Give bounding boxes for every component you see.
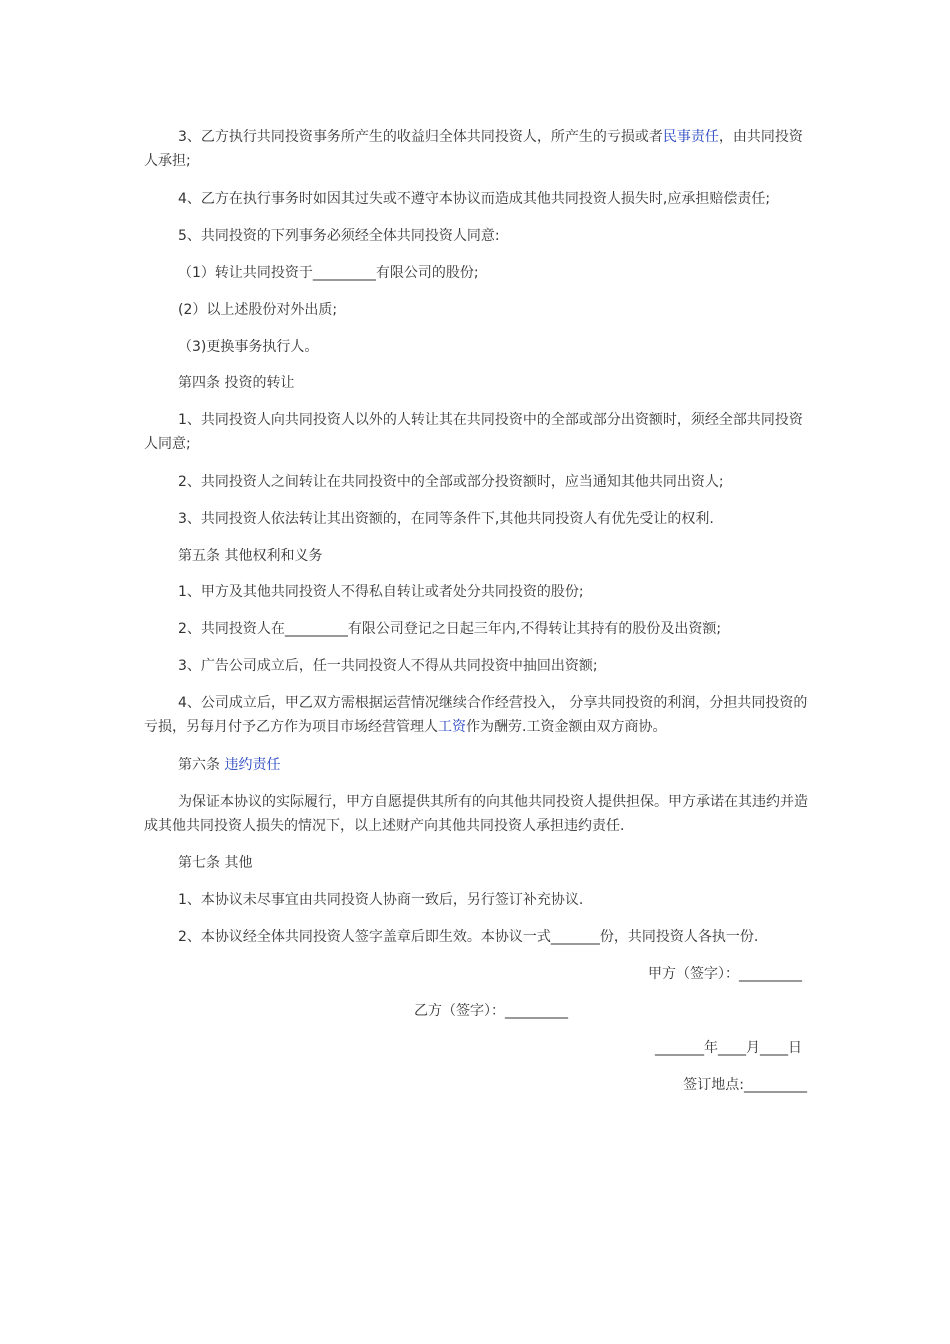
signing-place: 签订地点:_________ <box>683 1077 807 1093</box>
article-7-paragraph-2: 2、本协议经全体共同投资人签字盖章后即生效。本协议一式_______份，共同投资人各执一份. <box>178 929 759 945</box>
date-line: _______年____月____日 <box>655 1040 802 1056</box>
text: 第六条 <box>178 757 225 773</box>
list-item-pledge: (2）以上述股份对外出质; <box>178 302 338 318</box>
party-a-signature: 甲方（签字）：_________ <box>648 966 802 982</box>
article-4-paragraph-2: 2、共同投资人之间转让在共同投资中的全部或部分投资额时，应当通知其他共同出资人; <box>178 474 724 490</box>
article-5-paragraph-2: 2、共同投资人在_________有限公司登记之日起三年内,不得转让其持有的股份及出资额; <box>178 621 722 637</box>
article-4-paragraph-3: 3、共同投资人依法转让其出资额的，在同等条件下,其他共同投资人有优先受让的权利. <box>178 511 714 527</box>
text: 4、公司成立后，甲乙双方需根据运营情况继续合作经营投入， 分享共同投资的利润，分担共同投资的亏损，另每月付予乙方作为项目市场经营管理人 <box>144 695 808 735</box>
article-6-paragraph-1: 为保证本协议的实际履行，甲方自愿提供其所有的向其他共同投资人提供担保。甲方承诺在其违约并造成其他共同投资人损失的情况下，以上述财产向其他共同投资人承担违约责任. <box>144 794 808 834</box>
party-b-signature: 乙方（签字）：_________ <box>414 1003 568 1019</box>
article-4-title: 第四条 投资的转让 <box>178 375 295 391</box>
paragraph-5-consent: 5、共同投资的下列事务必须经全体共同投资人同意: <box>178 228 500 244</box>
salary-link[interactable]: 工资 <box>438 719 466 735</box>
article-5-paragraph-3: 3、广告公司成立后，任一共同投资人不得从共同投资中抽回出资额; <box>178 658 598 674</box>
article-5-title: 第五条 其他权利和义务 <box>178 548 323 564</box>
article-7-paragraph-1: 1、本协议未尽事宜由共同投资人协商一致后，另行签订补充协议. <box>178 892 584 908</box>
civil-liability-link[interactable]: 民事责任 <box>662 129 719 145</box>
breach-liability-link[interactable]: 违约责任 <box>224 757 281 773</box>
article-5-paragraph-4 <box>144 691 808 739</box>
list-item-replace: （3)更换事务执行人。 <box>178 339 319 355</box>
article-5-paragraph-1: 1、甲方及其他共同投资人不得私自转让或者处分共同投资的股份; <box>178 584 584 600</box>
text: ，由共同投资人承担; <box>144 129 803 169</box>
paragraph-4-compensation: 4、乙方在执行事务时如因其过失或不遵守本协议而造成其他共同投资人损失时,应承担赔偿责任; <box>178 191 771 207</box>
text: 作为酬劳.工资金额由双方商协。 <box>466 719 667 735</box>
list-item-transfer: （1）转让共同投资于_________有限公司的股份; <box>178 265 479 281</box>
article-6-title <box>144 753 808 777</box>
paragraph-3-profit-loss <box>144 125 808 173</box>
article-7-title: 第七条 其他 <box>178 855 253 871</box>
text: 3、乙方执行共同投资事务所产生的收益归全体共同投资人，所产生的亏损或者 <box>178 129 663 145</box>
article-4-paragraph-1: 1、共同投资人向共同投资人以外的人转让其在共同投资中的全部或部分出资额时，须经全部共同投资人同意; <box>144 412 803 452</box>
